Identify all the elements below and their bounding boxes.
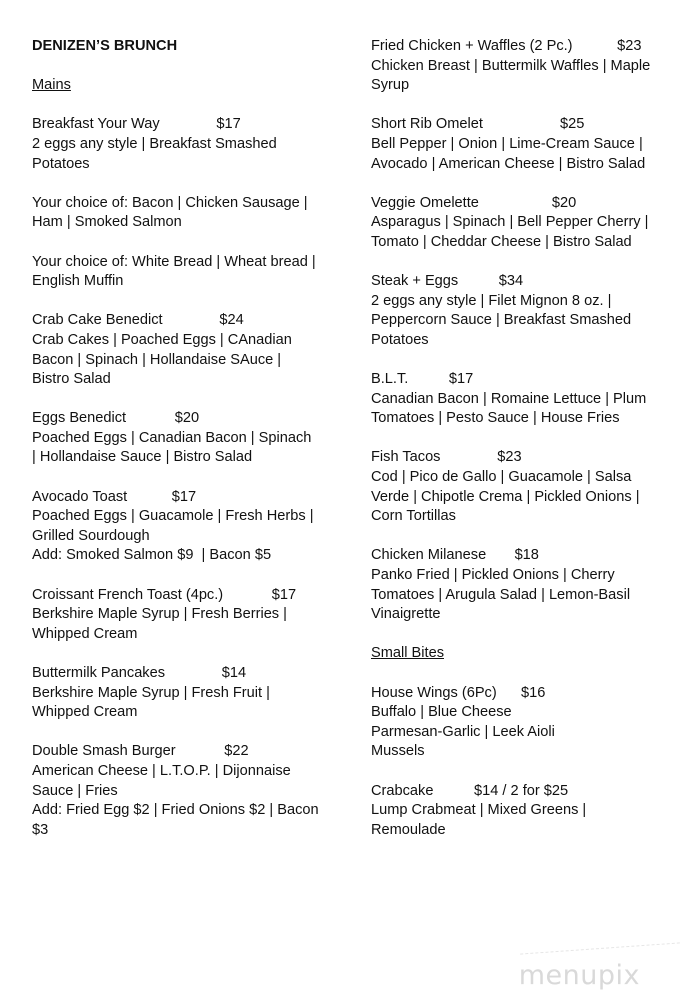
menu-item-description: Asparagus | Spinach | Bell Pepper Cherry |	[371, 214, 649, 231]
menu-item-heading: Croissant French Toast (4pc.) $17	[32, 586, 297, 603]
menu-title: DENIZEN’S BRUNCH	[32, 38, 178, 54]
menu-item-description: Mussels	[371, 743, 425, 760]
menu-item-description: Tomato | Cheddar Cheese | Bistro Salad	[371, 233, 632, 250]
menu-item-description: Ham | Smoked Salmon	[32, 214, 182, 231]
scan-artifact-line	[520, 942, 680, 954]
right-column	[371, 37, 666, 860]
right-menu-items	[371, 37, 666, 625]
menu-item-description: Bacon | Spinach | Hollandaise SAuce |	[32, 351, 282, 368]
menu-item-description: Poached Eggs | Canadian Bacon | Spinach	[32, 429, 312, 446]
menu-item-description: Potatoes	[371, 331, 429, 348]
menu-item-description: | Hollandaise Sauce | Bistro Salad	[32, 449, 253, 466]
menu-item	[32, 664, 332, 723]
menu-item-description: Peppercorn Sauce | Breakfast Smashed	[371, 312, 632, 329]
menu-item-description: American Cheese | L.T.O.P. | Dijonnaise	[32, 762, 291, 779]
menu-item	[32, 409, 332, 468]
menu-item-description: Berkshire Maple Syrup | Fresh Berries |	[32, 606, 287, 623]
menu-item-description: Parmesan-Garlic | Leek Aioli	[371, 723, 555, 740]
menu-item	[371, 684, 666, 762]
menu-item	[371, 115, 666, 174]
menu-item	[371, 37, 666, 96]
menu-item-heading: Your choice of: White Bread | Wheat bread |	[32, 253, 316, 270]
menu-item-heading: Eggs Benedict $20	[32, 410, 200, 427]
menu-item-description: Add: Fried Egg $2 | Fried Onions $2 | Bacon	[32, 802, 319, 819]
menu-item	[32, 253, 332, 292]
menu-item-heading: B.L.T. $17	[371, 371, 474, 388]
menu-item	[32, 742, 332, 840]
menu-item-description: Whipped Cream	[32, 625, 138, 642]
menu-item-heading: Avocado Toast $17	[32, 488, 197, 505]
menu-item-description: $3	[32, 821, 49, 838]
menu-item-description: Tomatoes | Pesto Sauce | House Fries	[371, 410, 620, 427]
menu-item	[32, 194, 332, 233]
menu-item-description: Bistro Salad	[32, 371, 111, 388]
menu-item-description: 2 eggs any style | Breakfast Smashed	[32, 135, 277, 152]
left-menu-items	[32, 115, 332, 840]
menu-item-description: Add: Smoked Salmon $9 | Bacon $5	[32, 547, 272, 564]
menu-item-description: Poached Eggs | Guacamole | Fresh Herbs |	[32, 508, 314, 525]
menu-item-heading: Buttermilk Pancakes $14	[32, 665, 247, 681]
menu-item	[371, 370, 666, 429]
menu-item-heading: Double Smash Burger $22	[32, 743, 249, 760]
menu-item-description: Cod | Pico de Gallo | Guacamole | Salsa	[371, 469, 632, 486]
menu-item-heading: Steak + Eggs $34	[371, 273, 524, 290]
menu-item-description: Grilled Sourdough	[32, 527, 150, 544]
menu-item-description: English Muffin	[32, 273, 124, 290]
menu-item-description: Sauce | Fries	[32, 782, 118, 799]
menu-item	[371, 194, 666, 253]
menu-item-description: 2 eggs any style | Filet Mignon 8 oz. |	[371, 292, 612, 309]
menu-item-description: Corn Tortillas	[371, 508, 456, 525]
menu-item-description: Remoulade	[371, 821, 446, 838]
menu-item	[371, 272, 666, 350]
menu-item-heading: House Wings (6Pc) $16	[371, 684, 546, 701]
menu-item-description: Panko Fried | Pickled Onions | Cherry	[371, 567, 615, 584]
menu-item-heading: Veggie Omelette $20	[371, 194, 577, 211]
menu-item-description: Potatoes	[32, 155, 90, 172]
menu-item-description: Lump Crabmeat | Mixed Greens |	[371, 802, 587, 819]
menu-item-description: Chicken Breast | Buttermilk Waffles | Maple	[371, 57, 651, 74]
menu-item-description: Canadian Bacon | Romaine Lettuce | Plum	[371, 390, 647, 407]
menu-item-heading: Short Rib Omelet $25	[371, 116, 585, 133]
section-heading-small-bites: Small Bites	[371, 645, 444, 662]
menu-item-heading: Fried Chicken + Waffles (2 Pc.) $23	[371, 38, 642, 54]
menu-item-description: Whipped Cream	[32, 704, 138, 721]
menu-item-description: Vinaigrette	[371, 606, 441, 623]
menu-item	[32, 115, 332, 174]
small-bites-items	[371, 684, 666, 841]
watermark-logo: menupix	[518, 960, 640, 992]
menu-item-description: Tomatoes | Arugula Salad | Lemon-Basil	[371, 586, 631, 603]
menu-item	[371, 546, 666, 624]
menu-item-heading: Breakfast Your Way $17	[32, 116, 241, 133]
menu-item-heading: Your choice of: Bacon | Chicken Sausage |	[32, 194, 308, 211]
menu-item	[32, 488, 332, 566]
menu-item-heading: Crabcake $14 / 2 for $25	[371, 782, 569, 799]
menu-item-heading: Fish Tacos $23	[371, 449, 522, 466]
menu-item-description: Berkshire Maple Syrup | Fresh Fruit |	[32, 684, 270, 701]
menu-item-description: Crab Cakes | Poached Eggs | CAnadian	[32, 331, 292, 348]
menu-item	[32, 586, 332, 645]
menu-item	[371, 782, 666, 841]
menu-item-description: Syrup	[371, 77, 410, 94]
menu-item-description: Bell Pepper | Onion | Lime-Cream Sauce |	[371, 135, 643, 152]
section-heading-mains: Mains	[32, 77, 71, 94]
left-column	[32, 37, 332, 860]
menu-item-heading: Chicken Milanese $18	[371, 547, 539, 564]
menu-item-description: Buffalo | Blue Cheese	[371, 704, 512, 721]
menu-item-heading: Crab Cake Benedict $24	[32, 312, 244, 329]
menu-item	[32, 311, 332, 389]
menu-item	[371, 448, 666, 526]
menu-item-description: Avocado | American Cheese | Bistro Salad	[371, 155, 646, 172]
menu-item-description: Verde | Chipotle Crema | Pickled Onions |	[371, 488, 640, 505]
